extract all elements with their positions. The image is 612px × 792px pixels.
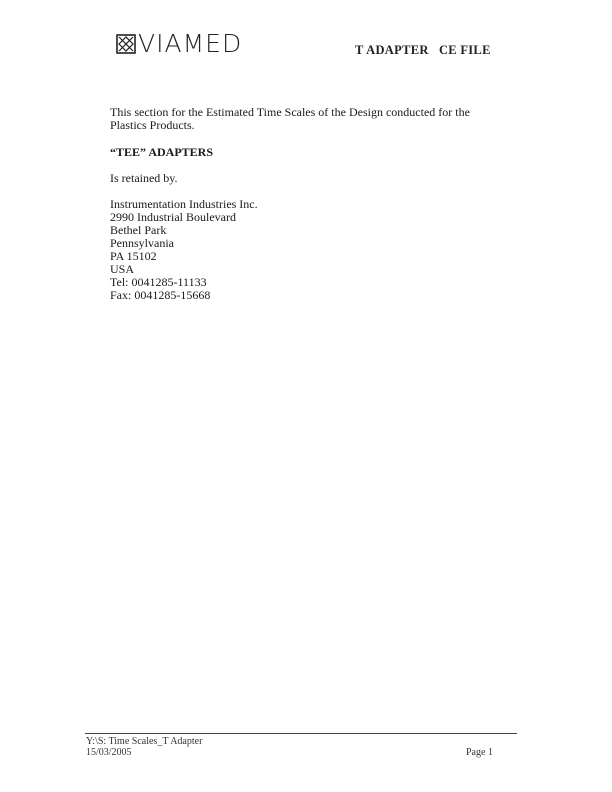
address-line-company: Instrumentation Industries Inc. bbox=[110, 197, 258, 211]
footer-info bbox=[86, 736, 202, 758]
address-line-telephone: Tel: 0041285-11133 bbox=[110, 275, 207, 289]
viamed-logo-mark-icon bbox=[116, 34, 136, 54]
document-title: T ADAPTER CE FILE bbox=[355, 43, 491, 57]
viamed-logo bbox=[116, 29, 243, 58]
retained-by-text: Is retained by. bbox=[110, 171, 178, 185]
footer-divider bbox=[85, 733, 517, 734]
address-block bbox=[110, 198, 258, 302]
footer-date: 15/03/2005 bbox=[86, 747, 132, 758]
address-line-postcode: PA 15102 bbox=[110, 249, 157, 263]
section-heading: “TEE” ADAPTERS bbox=[110, 145, 214, 159]
footer-doc-reference: Y:\S: Time Scales_T Adapter bbox=[86, 736, 203, 747]
address-line-street: 2990 Industrial Boulevard bbox=[110, 210, 236, 224]
footer-page-number: Page 1 bbox=[466, 747, 493, 758]
address-line-town: Bethel Park bbox=[110, 223, 167, 237]
address-line-fax: Fax: 0041285-15668 bbox=[110, 288, 211, 302]
address-line-country: USA bbox=[110, 262, 135, 276]
logo-text: VIAMED bbox=[138, 29, 243, 58]
intro-paragraph: This section for the Estimated Time Scales of the Design conducted for the Plastics Products. bbox=[110, 105, 470, 132]
address-line-state: Pennsylvania bbox=[110, 236, 174, 250]
